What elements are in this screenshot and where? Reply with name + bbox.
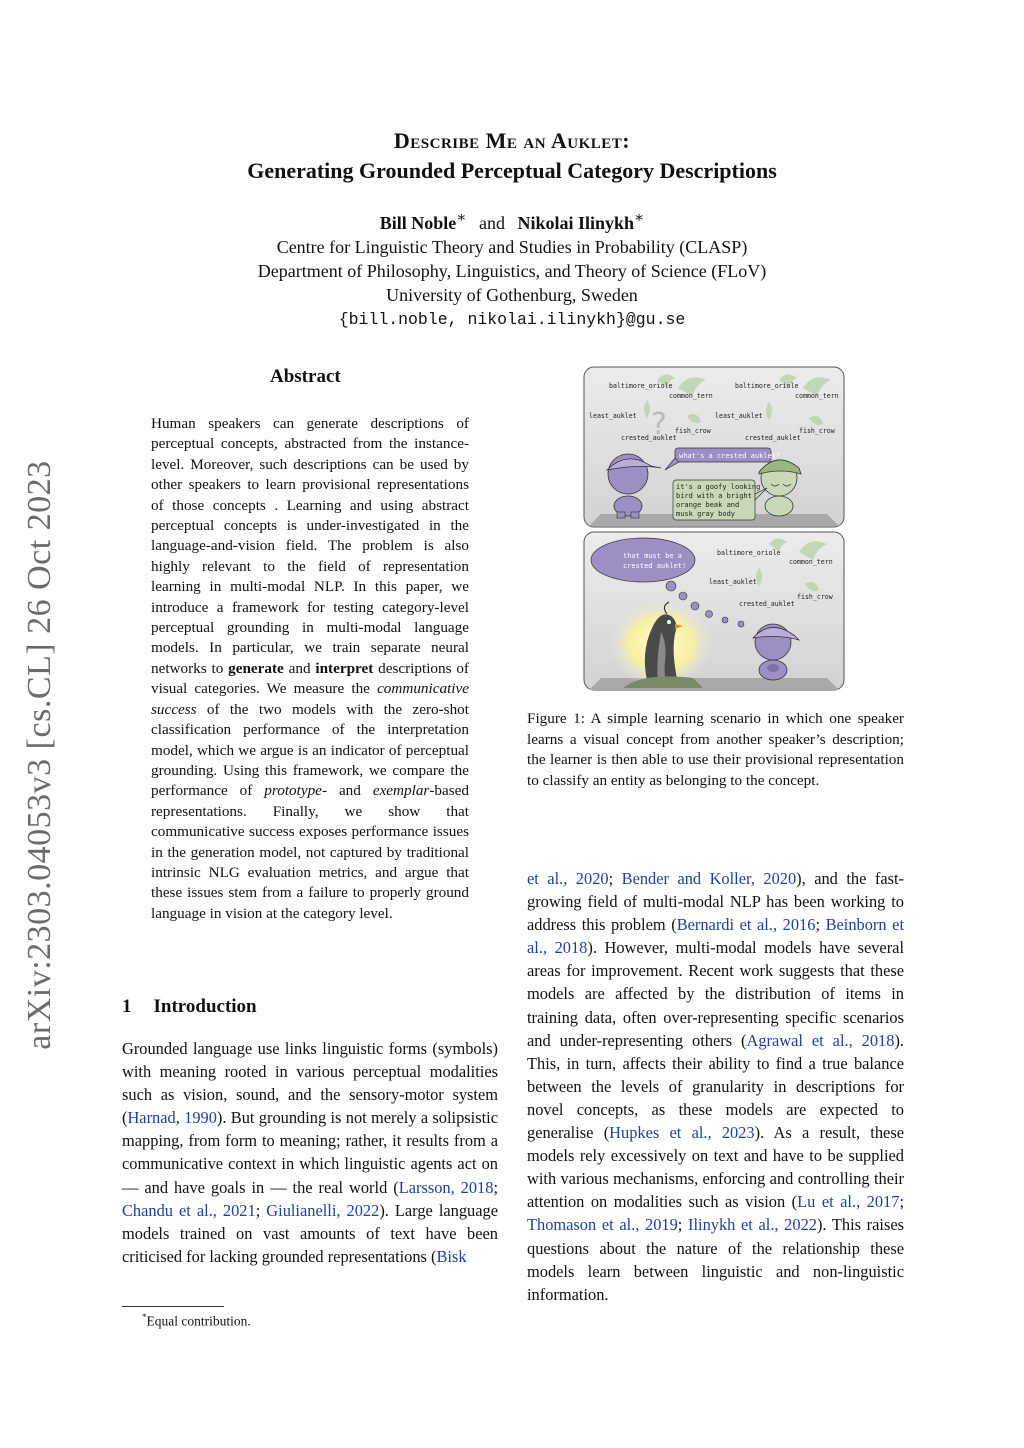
body-text: Grounded language use links linguistic forms (symbols) with meaning rooted in various perceptual modalities such as vision, sound, and the sensory-motor system ( [122,1039,498,1128]
caption-text: Figure 1: A simple learning scenario in which one speaker learns a visual concept from another speaker’s description; the learner is then able to use their provisional representation to classify an entity as belonging to the concept. [527,710,904,789]
figure-caption [527,709,904,791]
citation-link[interactable]: Hupkes et al., 2023 [609,1123,755,1143]
figure-panel-top [584,367,844,527]
fig-label: least_auklet [589,412,637,420]
abstract-text: descriptions of visual categories. We measure the [151,659,469,698]
citation-link[interactable]: Bernardi et al., 2016 [676,915,816,935]
abstract-text: - and [321,782,373,800]
abstract-text: Human speakers can generate descriptions of perceptual concepts, abstracted from the instance-level. Moreover, such descriptions can be used by other speakers to learn provisional representations of those concepts . Learning and using abstract perceptual concepts is under-investigated in the language-and-vision field. The problem is also highly relevant to the field of representation learning in multi-modal NLP. In this paper, we introduce a framework for testing category-level perceptual grounding in multi-modal language models. In particular, we train separate neural networks to [151,415,469,677]
body-text: ; [608,869,622,888]
question-text: what's a crested auklet? [679,452,781,460]
arxiv-id: arXiv:2303.04053v3 [cs.CL] 26 Oct 2023 [21,460,58,1050]
body-text: ; [899,1192,905,1212]
citation-link[interactable]: Bender and Koller, 2020 [621,869,797,888]
author-and: and [478,213,505,233]
body-text: ; [493,1177,499,1197]
abstract-italic: exemplar [372,782,430,800]
fig-label: crested_auklet [745,434,801,442]
citation-link[interactable]: Lu et al., 2017 [797,1192,900,1212]
paper-title-line2: Generating Grounded Perceptual Category Descriptions [247,158,777,183]
figure-panel-bottom [584,532,844,690]
answer-line: bird with a bright [676,492,752,500]
footnote [142,1312,251,1330]
abstract-italic: prototype [264,782,322,800]
abstract-bold-interpret: interpret [315,659,374,677]
fig-label: baltimore_oriole [609,382,673,390]
arxiv-stamp [12,455,68,1055]
citation-link[interactable]: Harnad [127,1108,176,1128]
citation-link[interactable]: Bisk [436,1246,467,1266]
abstract-text: -based representations. Finally, we show that communicative success exposes performance issues in the generation model, not captured by traditional intrinsic NLG evaluation metrics, and argue that these issues stem from a failure to properly ground language in vision at the category level. [151,782,469,922]
fig-label: fish_crow [799,427,835,435]
fig-label: fish_crow [675,427,711,435]
author-line [100,206,924,235]
footnote-mark: * [142,1312,147,1322]
author-1: Bill Noble [379,213,457,233]
fig-label: least_auklet [709,578,757,586]
abstract-text: and [283,659,316,677]
author-2: Nikolai Ilinykh [517,213,635,233]
affiliation-line1: Centre for Linguistic Theory and Studies in Probability (CLASP) [276,237,748,257]
affiliation-line3: University of Gothenburg, Sweden [386,285,638,305]
body-text: ). As a result, these models rely excessively on text and have to be supplied with various mechanisms, enforcing and controlling their attention on modalities such as vision ( [527,1123,904,1212]
fig-label: baltimore_oriole [717,549,781,557]
section-heading-introduction [122,996,257,1018]
fig-label: common_tern [795,392,839,400]
footnote-rule [122,1306,224,1307]
question-mark-icon: ? [651,407,667,442]
intro-body [122,1037,498,1268]
fig-label: least_auklet [715,412,763,420]
answer-line: musk gray body [676,510,736,518]
fig-label: crested_auklet [739,600,795,608]
right-column-body [527,867,904,1306]
body-text: ). This raises questions about the nature of the relationship these models learn between linguistic and non-linguistic information. [527,1215,904,1304]
crested-auklet-image [609,600,713,688]
answer-bubble [673,480,767,520]
author-1-mark: ∗ [456,210,467,226]
body-text: , [175,1108,185,1128]
body-text: ; [815,915,826,935]
abstract-italic: communicative success [151,680,469,718]
answer-line: orange beak and [676,501,740,509]
title-block [100,128,924,333]
abstract-heading: Abstract [270,366,341,387]
figure-1-illustration [583,366,845,692]
citation-link[interactable]: Giulianelli, 2022 [266,1200,380,1220]
fig-label: fish_crow [797,593,833,601]
answer-line: it's a goofy looking [676,483,761,491]
fig-label: baltimore_oriole [735,382,799,390]
citation-link[interactable]: Ilinykh et al., 2022 [688,1215,817,1235]
body-text: ). But grounding is not merely a solipsistic mapping, from form to meaning; rather, it results from a communicative context in which linguistic agents act on — and have goals in — the real world ( [122,1108,498,1197]
body-text: ). However, multi-modal models have several areas for improvement. Recent work suggests that these models are affected by the distribution of items in training data, often over-representing specific scenarios and under-representing others ( [527,938,904,1050]
body-text: ; [677,1215,689,1235]
intro-paragraph-continued [527,867,904,1306]
affiliation-line2: Department of Philosophy, Linguistics, and Theory of Science (FLoV) [257,261,767,281]
body-text: ), and the fast-growing field of multi-modal NLP has been working to address this problem ( [527,869,904,935]
citation-link[interactable]: Agrawal et al., 2018 [746,1030,895,1050]
body-text: ). Large language models trained on vast amounts of text have been criticised for lacking grounded representations ( [122,1200,498,1266]
fig-label: common_tern [789,558,833,566]
floor-shadow [589,678,839,690]
citation-link[interactable]: Chandu et al., 2021 [122,1200,256,1220]
body-text: ; [255,1200,267,1220]
abstract-bold-generate: generate [228,659,284,677]
fig-label: common_tern [669,392,713,400]
author-2-mark: ∗ [634,210,645,226]
section-title: Introduction [153,996,257,1017]
citation-link[interactable]: 1990 [184,1108,217,1128]
thought-line: crested auklet! [623,562,687,570]
abstract-text: of the two models with the zero-shot classification performance of the interpretation model, which we argue is an indicator of perceptual grounding. Using this framework, we compare the performance of [151,700,469,800]
citation-link[interactable]: Larsson, 2018 [398,1177,494,1197]
thought-line: that must be a [623,552,683,560]
footnote-text: Equal contribution. [146,1313,251,1329]
fig-label: crested_auklet [621,434,677,442]
citation-link[interactable]: Thomason et al., 2019 [527,1215,678,1235]
paper-title-line1: Describe Me an Auklet: [393,128,631,153]
intro-paragraph [122,1037,498,1268]
citation-link[interactable]: et al., 2020 [527,869,609,888]
author-emails: {bill.noble, nikolai.ilinykh}@gu.se [338,310,686,329]
body-text: ). This, in turn, affects their ability to find a true balance between the levels of granularity in descriptions for novel concepts, as these models are expected to generalise ( [527,1030,905,1143]
abstract-body [151,414,469,924]
section-number: 1 [122,996,132,1017]
citation-link[interactable]: Beinborn et al., 2018 [527,915,904,958]
abstract-paragraph [151,414,469,924]
